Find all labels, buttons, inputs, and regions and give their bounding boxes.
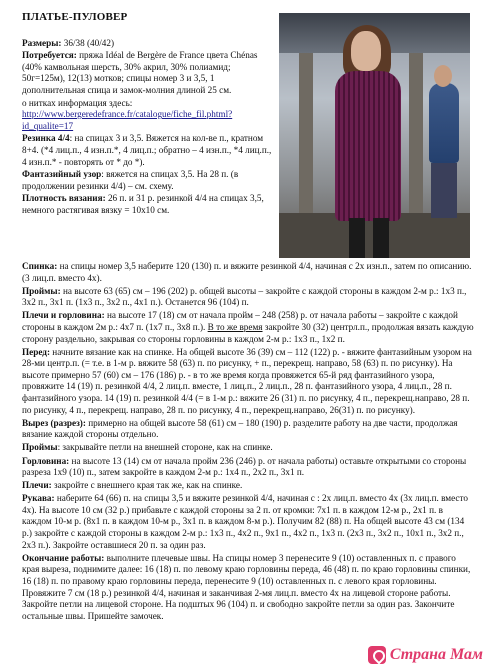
- shoulders2-label: Плечи:: [22, 480, 52, 491]
- back-paragraph: [22, 261, 474, 284]
- neckline-paragraph: [22, 418, 474, 441]
- neck-paragraph: [22, 456, 474, 479]
- model-photo: [279, 13, 470, 258]
- shoulders2-text: закройте с внешнего края так же, как на спинке.: [51, 480, 243, 491]
- site-watermark: [368, 646, 483, 664]
- density-text: 26 п. и 31 р. резинкой 4/4 на спицах 3,5, немного растягивая вязку = 10х10 см.: [22, 193, 264, 215]
- front-text: начните вязание как на спинке. На общей высоте 36 (39) см – 112 (122) р. - вяжите фантазийным узором на 28-ми центр.п. (= т.е. в 1-м р. вяжите 58 (63) п. по рисунку, + п., перекрещ. направо, 58 (63) п. по рисунку). На высоте примерно 57 (60) см – 176 (186) р. - в то же время когда провяжется 65-й ряд фантазийного узора, провяжите 14 (19) п. резинкой 4/4, 2 лиц.п. вместе, 1 лиц.п., 2 лиц.п., 28 п. фантазийного узора, 4 лиц.п., 28 п. фантазийного узора. 14 (19) п. резинкой 4/4 (= в 1-м р.: вяжите 26 (31) п. по рисунку, 4 п., перекрещ.направо, 28 п. по рисунку, 4 п., перекрещ. направо, 28 п. по рисунку, 4 п., перекрещ.направо, 26(31) п. по рисунку).: [22, 346, 472, 415]
- front-paragraph: [22, 347, 474, 417]
- density-label: Плотность вязания:: [22, 193, 106, 204]
- watermark-text: Страна Мам: [389, 646, 483, 664]
- needs-label: Потребуется:: [22, 50, 77, 61]
- armholes-label: Проймы:: [22, 285, 61, 296]
- armholes2-paragraph: [22, 442, 474, 454]
- intro-block: [22, 12, 274, 218]
- sizes-text: 36/38 (40/42): [61, 37, 115, 48]
- neckline-label: Вырез (разрез):: [22, 417, 86, 428]
- sizes-label: Размеры:: [22, 37, 62, 48]
- back-text: на спицы номер 3,5 наберите 120 (130) п. и вяжите резинкой 4/4, начиная с 2х изн.п., затем по описанию. (3 лиц.п. вместо 4х).: [22, 261, 472, 283]
- shoulders-text2: закройте 30 (32) центрл.п., продолжая вязать каждую сторону раздельно, закрывая со стороны горловины в каждом 2-м р.: 1x3 п., 1x2 п.: [22, 321, 474, 344]
- armholes2-label: Проймы: [22, 442, 58, 453]
- neck-label: Горловина:: [22, 455, 70, 466]
- finish-text: выполните плечевые швы. На спицы номер 3 перенесите 9 (10) оставленных п. с правого края выреза, поднимите далее: 16 (18) п. по левому краю горловины переда, 46 (48) п. по краю горловины спинки, 16 (18) п. по правому краю горловины переда, перенесите 9 (10) оставленных п. с левого края горловины. Провяжите 7 см (18 р.) резинкой 4/4, начиная и заканчивая 2-мя лиц.п. вместо 4х на лицевой стороне работы. Закройте петли на лицевой стороне. На подштых 96 (104) п. и свободно закройте петли за один раз. Закончите остальные швы. Пришейте замочек.: [22, 552, 471, 621]
- shoulders-text1: на высоте 17 (18) см от начала пройм – 248 (258) р. от начала работы – закройте с каждой стороны в каждом 2м р.: 4x7 п. (1x7 п., 3x8 п.).: [22, 310, 458, 332]
- armholes-text: на высоте 63 (65) см – 196 (202) р. общей высоты – закройте с каждой стороны в каждом 2-м р.: 1x3 п., 3x2 п., 3x1 п. (1x3 п., 3x2 п., 4x1 п.). Останется 96 (104) п.: [22, 285, 467, 308]
- rib-paragraph: [22, 133, 274, 168]
- finish-paragraph: [22, 553, 474, 623]
- armholes-paragraph: [22, 286, 474, 309]
- neckline-text: примерно на общей высоте 58 (61) см – 180 (190) р. разделите работу на две части, продолжая вязание каждой стороны отдельно.: [22, 417, 458, 440]
- yarn-info-link[interactable]: http://www.bergeredefrance.fr/catalogue/fiche_fil.phtml?id_qualite=17: [22, 109, 233, 131]
- heart-pin-icon: [368, 646, 386, 664]
- instructions-block: [22, 261, 474, 624]
- page-title: ПЛАТЬЕ-ПУЛОВЕР: [22, 11, 128, 23]
- shoulders-label: Плечи и горловина:: [22, 310, 105, 321]
- fancy-text: : вяжется на спицах 3,5. На 28 п. (в продолжении резинки 4/4) – см. схему.: [22, 169, 239, 191]
- armholes2-text: : закрывайте петли на внешней стороне, как на спинке.: [57, 442, 273, 453]
- shoulders-underlined: В то же время: [207, 321, 263, 332]
- sleeves-paragraph: [22, 493, 474, 551]
- sleeves-label: Рукава:: [22, 493, 55, 504]
- fancy-label: Фантазийный узор: [22, 169, 102, 180]
- back-label: Спинка:: [22, 261, 58, 271]
- finish-label: Окончание работы:: [22, 552, 105, 563]
- info-paragraph: [22, 98, 274, 133]
- sleeves-text: наберите 64 (66) п. на спицы 3,5 и вяжите резинкой 4/4, начиная с : 2х лиц.п. вместо 4х (3х лиц.п. вместо 4х). На высоте 10 см (32 р.) прибавьте с каждой стороны за 2 п. от кромки: 7x1 п. в каждом 12-м р., 2x1 п. в каждом 10-м р. (8x1 п. в каждом 10-м р., 3x1 п. в каждом 8-м р.). Получим 82 (88) п. На общей высоте 43 см (134 р.) закройте с каждой стороны в каждом 2-м р.: 1x3 п., 4x2 п., 9x1 п., 4x2 п., 1x3 п. (2x3 п., 3x2 п., 10x1 п., 3x2 п., 2x3 п.). Закройте оставшиеся 20 п. за один раз.: [22, 493, 468, 550]
- sizes-paragraph: [22, 38, 274, 50]
- needs-paragraph: [22, 50, 274, 96]
- needs-text: пряжа Idéal de Bergère de France цвета Chénas (40% камвольная шерсть, 30% акрил, 30% полиамид; 50г=125м), 12(13) мотков; спицы номер 3 и 3,5, 1 дополнительная спица и замок-молния длиной 25 см.: [22, 50, 258, 95]
- info-text: о нитках информация здесь:: [22, 97, 133, 108]
- rib-text: : на спицах 3 и 3,5. Вяжется на кол-ве п., кратном 8+4. (*4 лиц.п., 4 изн.п.*, 4 лиц.п.; обратно – 4 изн.п., *4 лиц.п., 4 изн.п.* - повторять от * до *).: [22, 133, 272, 167]
- dress: [335, 71, 401, 221]
- rib-label: Резинка 4/4: [22, 133, 70, 144]
- shoulders-paragraph: [22, 310, 474, 345]
- density-paragraph: [22, 193, 274, 216]
- neck-text: на высоте 13 (14) см от начала пройм 236 (246) р. от начала работы) оставьте открытыми со стороны разреза 1x9 (10) п., затем закройте в каждом 2-м р.: 1x4 п., 2x2 п., 3x1 п.: [22, 455, 467, 478]
- front-label: Перед:: [22, 346, 50, 357]
- shoulders2-paragraph: [22, 480, 474, 492]
- fancy-paragraph: [22, 169, 274, 192]
